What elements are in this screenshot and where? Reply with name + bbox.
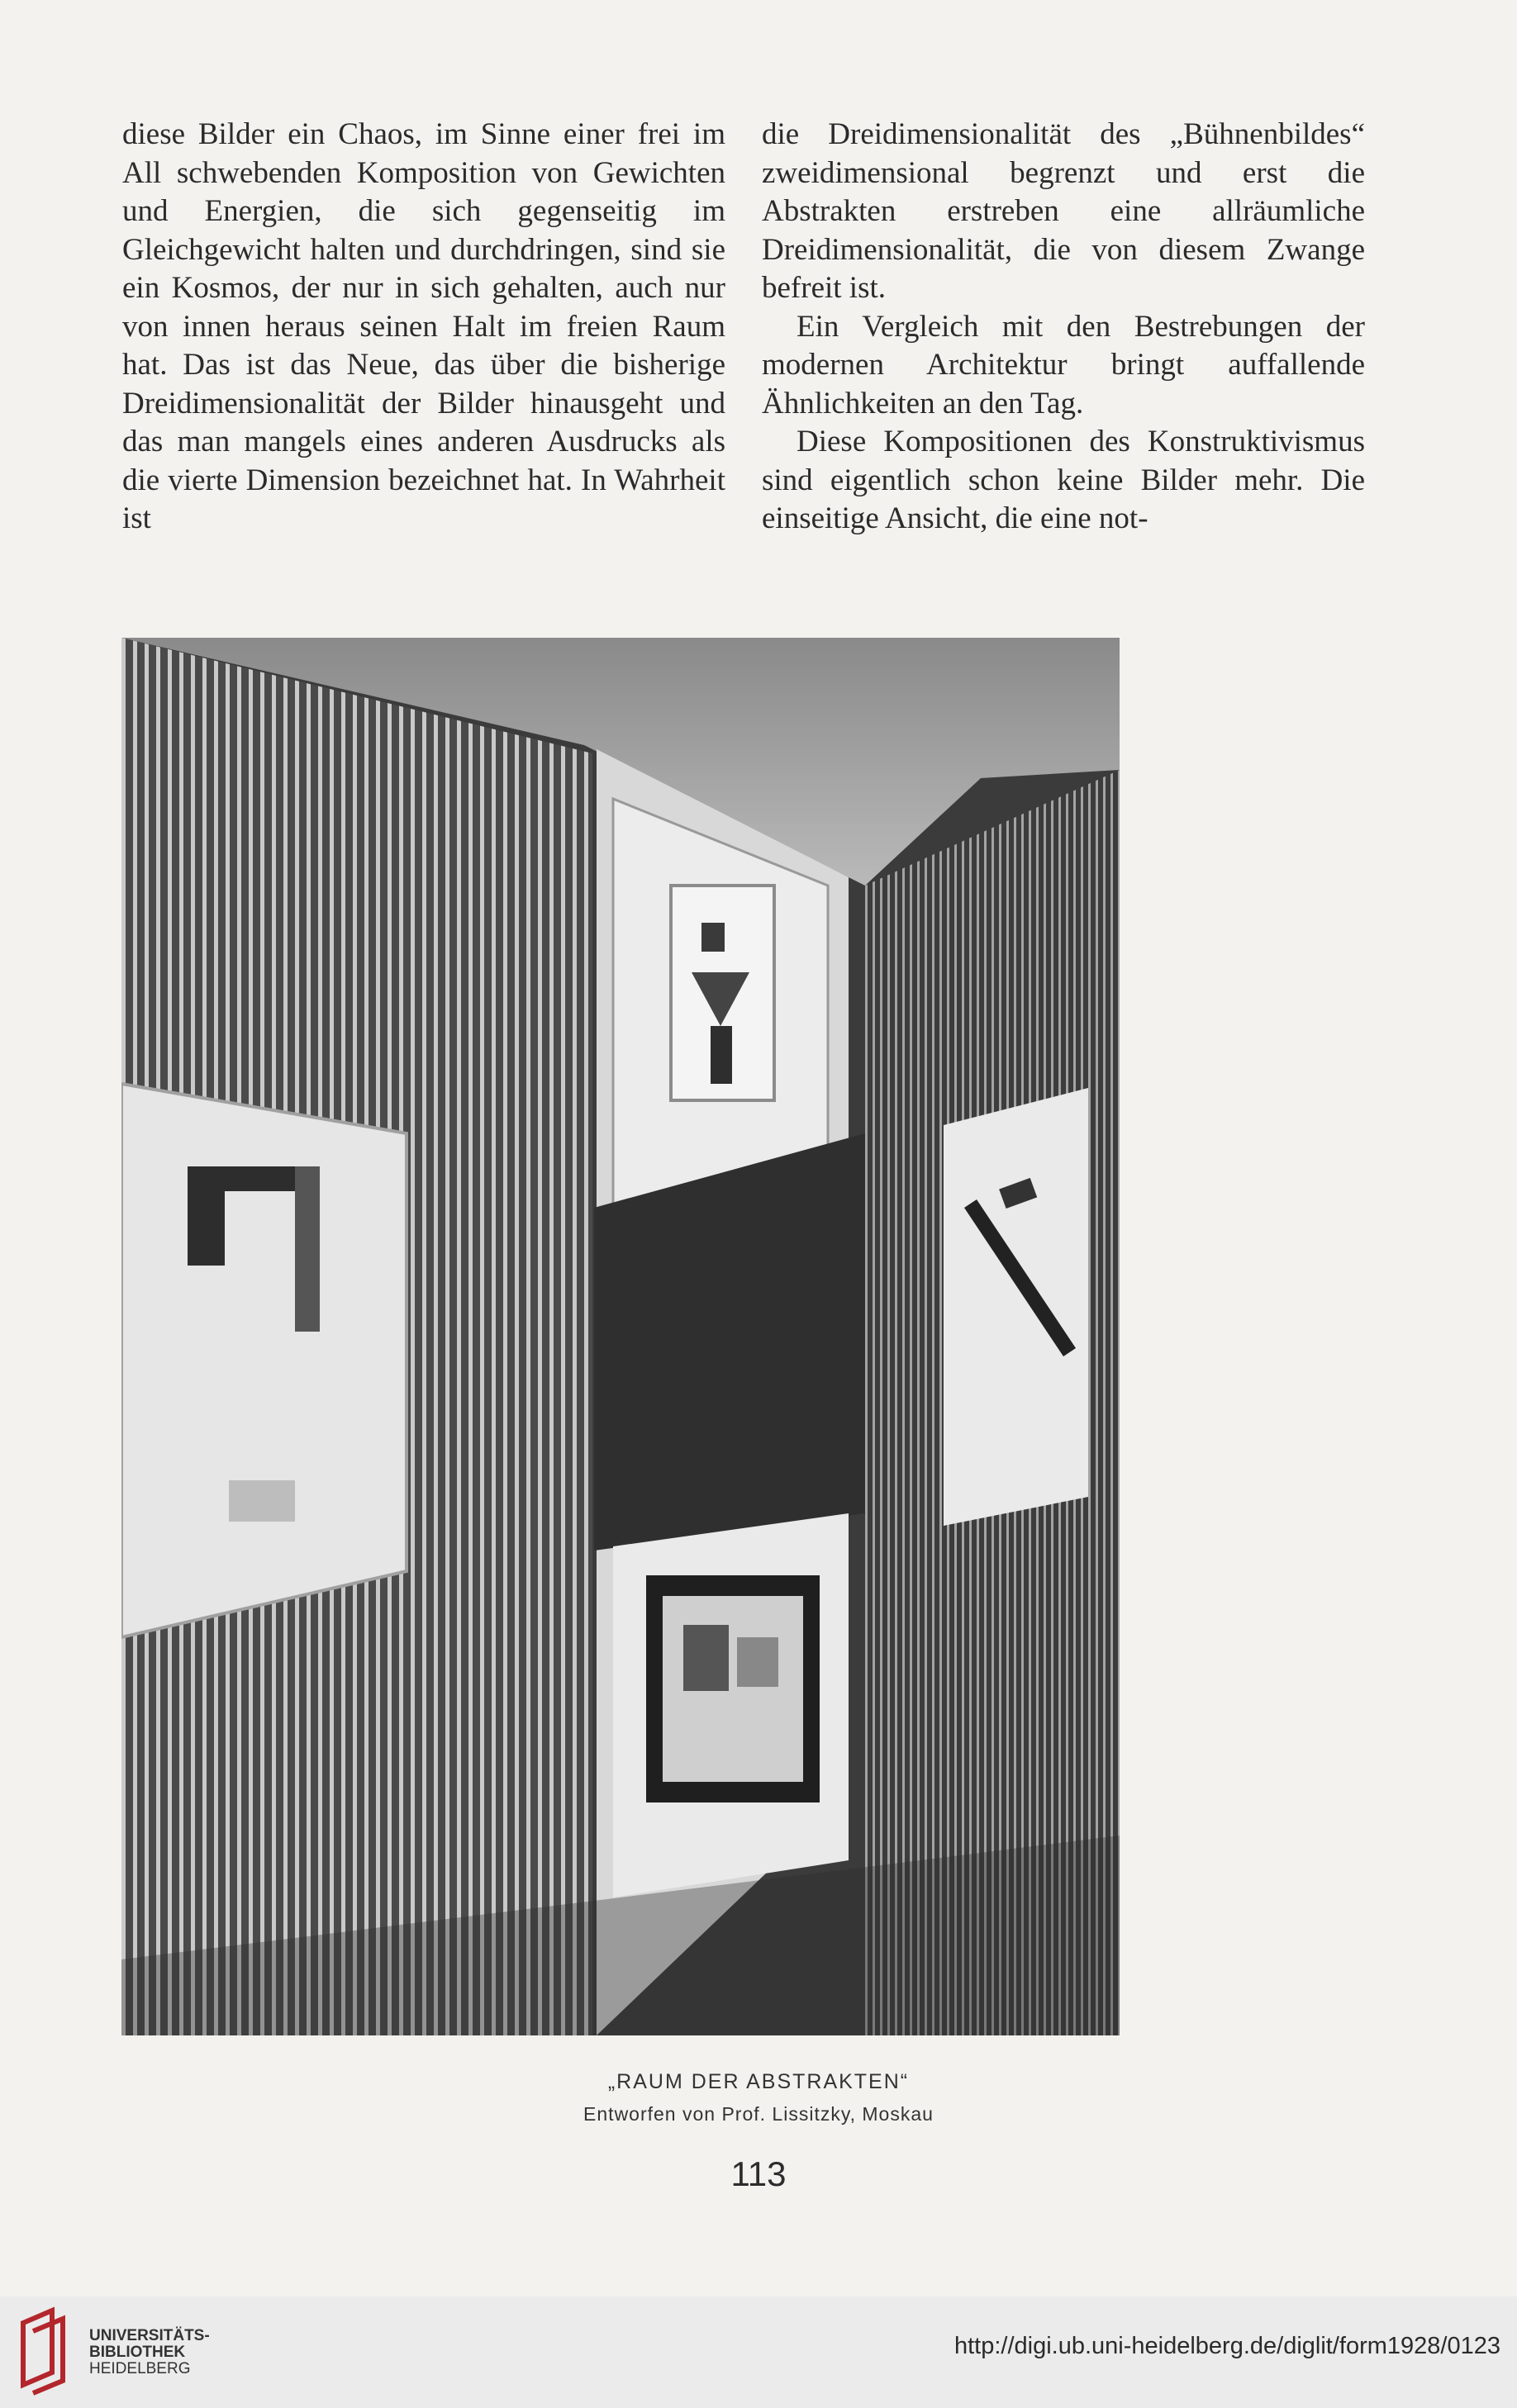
artwork-right (944, 1088, 1088, 1526)
text-column-right (762, 116, 1365, 539)
footer-bar (0, 2296, 1517, 2408)
page-number: 113 (730, 2154, 787, 2193)
figure-caption-subtitle: Entworfen von Prof. Lissitzky, Moskau (583, 2103, 934, 2125)
room-photograph (121, 638, 1120, 2035)
figure-caption-title: „RAUM DER ABSTRAKTEN“ (607, 2070, 910, 2093)
paragraph: Ein Vergleich mit den Bestrebungen der modernen Architektur bringt auffallende Ähnlichkeiten an den Tag. (762, 309, 1365, 420)
text-column-left (122, 116, 725, 539)
paragraph: diese Bilder ein Chaos, im Sinne einer frei im All schwebenden Komposition von Gewichten und Energien, die sich gegenseitig im Gleichgewicht halten und durchdringen, sind sie ein Kosmos, der nur in sich gehalten, auch nur von innen heraus seinen Halt im freien Raum hat. Das ist das Neue, das über die bisherige Dreidimensionalität der Bilder hinausgeht und das man mangels eines anderen Ausdrucks als die vierte Dimension bezeichnet hat. In Wahrheit ist (122, 117, 725, 535)
paragraph: die Dreidimensionalität des „Bühnenbildes“ zweidimensional begrenzt und erst die Abstrakten erstreben eine allräumliche Dreidimensionalität, die von diesem Zwange befreit ist. (762, 117, 1365, 305)
source-url[interactable]: http://digi.ub.uni-heidelberg.de/diglit/form1928/0123 (953, 2333, 1500, 2359)
library-name: UNIVERSITÄTS- BIBLIOTHEK HEIDELBERG (89, 2327, 210, 2377)
library-logo-icon (15, 2306, 89, 2396)
paragraph: Diese Kompositionen des Konstruktivismus sind eigentlich schon keine Bilder mehr. Die einseitige Ansicht, die eine not- (762, 425, 1365, 535)
